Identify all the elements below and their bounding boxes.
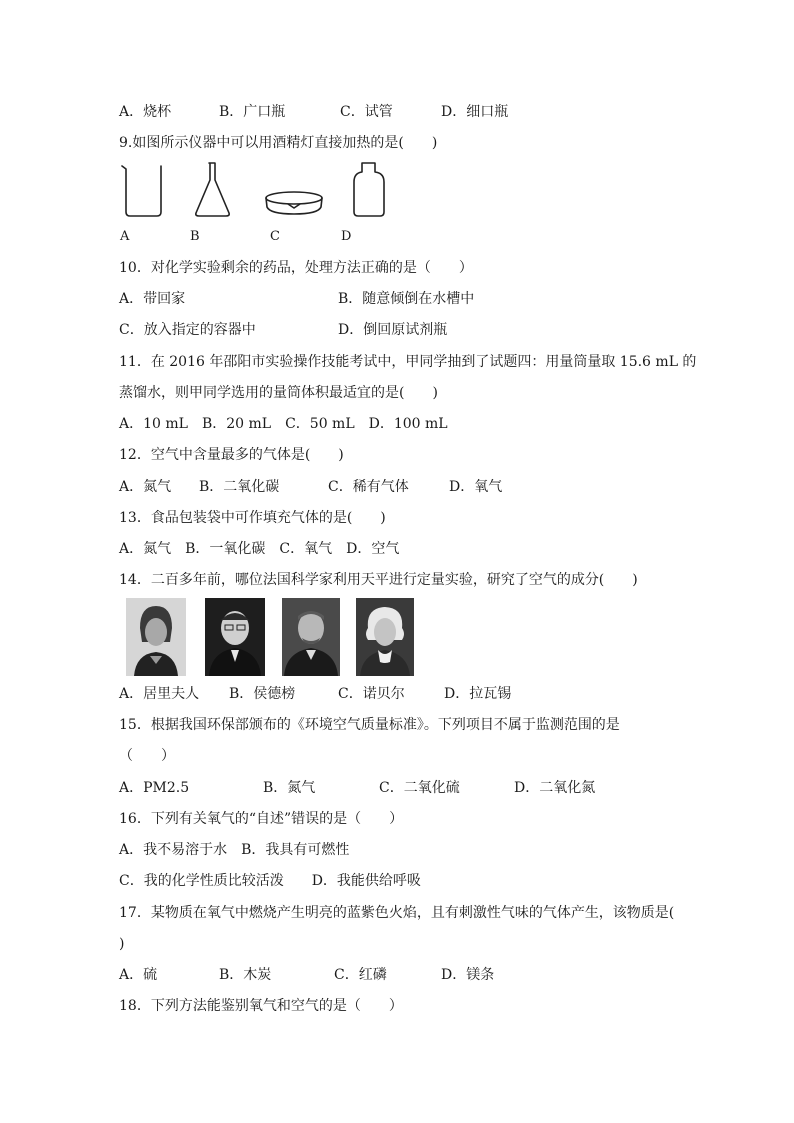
q8-option-b: B．广口瓶 — [219, 104, 286, 120]
q10-option-b: B．随意倾倒在水槽中 — [338, 291, 475, 307]
reagent-bottle-icon — [354, 163, 384, 216]
q12-option-b: B．二氧化碳 — [199, 479, 280, 495]
q16-options-row1: A．我不易溶于水 B．我具有可燃性 — [119, 842, 350, 858]
conical-flask-icon — [196, 163, 229, 216]
q8-option-a: A．烧杯 — [119, 104, 172, 120]
q9-label-d: D — [341, 229, 352, 244]
q14-stem: 14．二百多年前，哪位法国科学家利用天平进行定量实验，研究了空气的成分( ) — [119, 572, 638, 588]
q14-option-a: A．居里夫人 — [119, 686, 200, 702]
evaporating-dish-icon — [266, 192, 322, 214]
q13-stem: 13．食品包装袋中可作填充气体的是( ) — [119, 510, 386, 526]
q15-option-d: D．二氧化氮 — [514, 780, 596, 796]
q16-stem: 16．下列有关氧气的“自述”错误的是（ ） — [119, 811, 404, 827]
portrait-hou-debang-image — [205, 598, 265, 676]
q17-stem-line2: ) — [119, 936, 125, 952]
q8-option-c: C．试管 — [340, 104, 393, 120]
q12-option-c: C．稀有气体 — [328, 479, 409, 495]
q11-stem-line1: 11．在 2016 年邵阳市实验操作技能考试中，甲同学抽到了试题四：用量筒量取 15.6 mL 的 — [119, 354, 697, 370]
q17-option-d: D．镁条 — [441, 967, 495, 983]
q10-option-a: A．带回家 — [119, 291, 186, 307]
q9-label-a: A — [120, 229, 130, 244]
q16-options-row2: C．我的化学性质比较活泼 D．我能供给呼吸 — [119, 873, 421, 889]
q12-option-d: D．氧气 — [449, 479, 503, 495]
portrait-curie-image — [126, 598, 186, 676]
q17-option-c: C．红磷 — [334, 967, 387, 983]
q9-instruments-figure — [118, 160, 398, 220]
q15-option-b: B．氮气 — [263, 780, 316, 796]
q12-option-a: A．氮气 — [119, 479, 172, 495]
portrait-nobel-image — [282, 598, 340, 676]
q17-option-a: A．硫 — [119, 967, 158, 983]
q18-stem: 18．下列方法能鉴别氧气和空气的是（ ） — [119, 998, 403, 1014]
beaker-icon — [122, 166, 161, 216]
q15-stem-line1: 15．根据我国环保部颁布的《环境空气质量标准》。下列项目不属于监测范围的是 — [119, 717, 620, 733]
q10-option-c: C．放入指定的容器中 — [119, 322, 256, 338]
q15-option-c: C．二氧化硫 — [379, 780, 460, 796]
q14-option-c: C．诺贝尔 — [338, 686, 405, 702]
q17-stem-line1: 17．某物质在氧气中燃烧产生明亮的蓝紫色火焰，且有刺激性气味的气体产生，该物质是( — [119, 905, 675, 921]
q14-option-b: B．侯德榜 — [229, 686, 296, 702]
q11-stem-line2: 蒸馏水，则甲同学选用的量筒体积最适宜的是( ) — [119, 385, 438, 401]
q10-option-d: D．倒回原试剂瓶 — [338, 322, 448, 338]
q17-option-b: B．木炭 — [219, 967, 272, 983]
q15-stem-line2: （ ） — [119, 748, 175, 764]
portrait-lavoisier-image — [356, 598, 414, 676]
q8-option-d: D．细口瓶 — [441, 104, 509, 120]
q12-stem: 12．空气中含量最多的气体是( ) — [119, 447, 344, 463]
q11-options: A．10 mL B．20 mL C．50 mL D．100 mL — [119, 416, 448, 432]
q9-label-b: B — [190, 229, 200, 244]
q13-options: A．氮气 B．一氧化碳 C．氧气 D．空气 — [119, 541, 400, 557]
q15-option-a: A．PM2.5 — [119, 780, 190, 796]
q9-label-c: C — [270, 229, 280, 244]
q10-stem: 10．对化学实验剩余的药品，处理方法正确的是（ ） — [119, 260, 473, 276]
q14-option-d: D．拉瓦锡 — [444, 686, 512, 702]
q9-stem: 9.如图所示仪器中可以用酒精灯直接加热的是( ) — [119, 135, 438, 151]
